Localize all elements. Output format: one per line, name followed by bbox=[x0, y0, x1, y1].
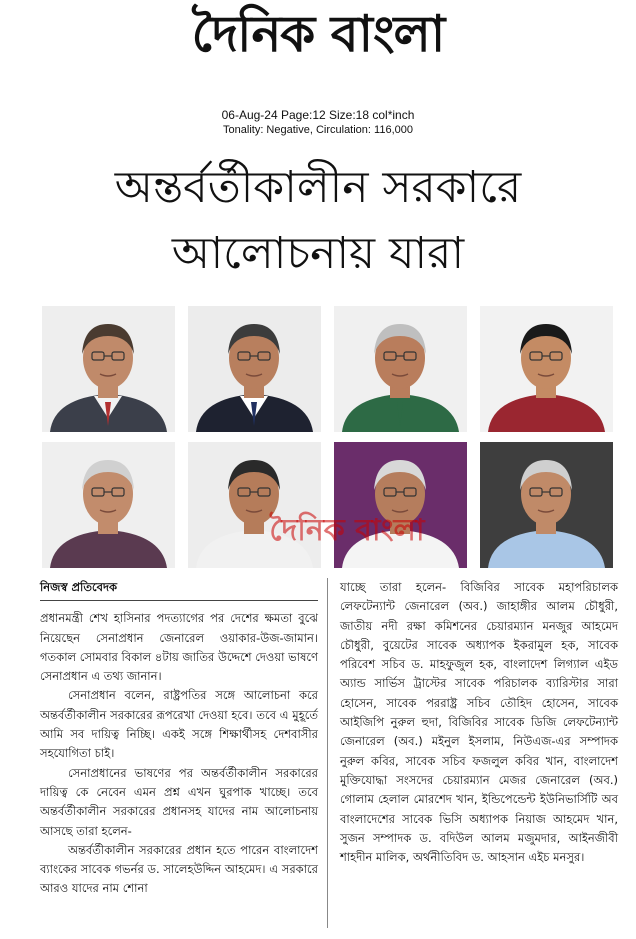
article-paragraph: যাচ্ছে তারা হলেন- বিজিবির সাবেক মহাপরিচালক লেফটেন্যান্ট জেনারেল (অব.) জাহাঙ্গীর আলম চৌধুরী, জাতীয় নদী রক্ষা কমিশনের চেয়ারম্যান মনজুর আহমেদ চৌধুরী, বুয়েটের সাবেক অধ্যাপক ইকরামুল হক, সাবেক পরিবেশ সচিব ড. মাহফুজুল হক, বাংলাদেশ লিগ্যাল এইড অ্যান্ড সার্ভিস ট্রাস্টের সাবেক পরিচালক ব্যারিস্টার সারা হোসেন, সাবেক পররাষ্ট্র সচিব তৌহিদ হোসেন, সাবেক আইজিপি নুরুল হুদা, বিজিবির সাবেক ডিজি লেফটেন্যান্ট জেনারেল (অব.) মইনুল ইসলাম, নিউএজ-এর সম্পাদক নুরুল কবির, সাবেক সচিব ফজলুল কবির খান, বাংলাদেশ মুক্তিযোদ্ধা সংসদের চেয়ারম্যান মেজর জেনারেল (অব.) গোলাম হেলাল মোরশেদ খান, ইন্ডিপেন্ডেন্ট ইউনিভার্সিটি অব বাংলাদেশের সাবেক ভিসি অধ্যাপক নিয়াজ আহমেদ খান, সুজন সম্পাদক ড. বদিউল আলম মজুমদার, আইনজীবী শাহদীন মালিক, অর্থনীতিবিদ ড. আহসান এইচ মনসুর। bbox=[340, 580, 618, 865]
article-column-right bbox=[340, 578, 618, 867]
watermark-logo: দৈনিক বাংলা bbox=[269, 513, 425, 548]
article-paragraph: অন্তর্বর্তীকালীন সরকারের প্রধান হতে পারেন বাংলাদেশ ব্যাংকের সাবেক গভর্নর ড. সালেহউদ্দিন আহমেদ। এ সরকারে আরও যাদের নাম শোনা bbox=[40, 842, 318, 896]
article-column-left bbox=[40, 578, 318, 899]
headline-line-1: অন্তর্বর্তীকালীন সরকারে bbox=[114, 162, 522, 213]
article-paragraph: প্রধানমন্ত্রী শেখ হাসিনার পদত্যাগের পর দেশের ক্ষমতা বুঝে নিয়েছেন সেনাপ্রধান জেনারেল ওয়াকার-উজ-জামান। গতকাল সোমবার বিকাল ৪টায় জাতির উদ্দেশে দেওয়া ভাষণে সেনাপ্রধান এ তথ্য জানান। bbox=[40, 611, 318, 684]
portrait-photo bbox=[42, 442, 175, 568]
byline: নিজস্ব প্রতিবেদক bbox=[40, 578, 318, 601]
column-divider bbox=[327, 578, 328, 928]
article-paragraph: সেনাপ্রধানের ভাষণের পর অন্তর্বর্তীকালীন সরকারের দায়িত্ব কে নেবেন এমন প্রশ্ন এখন ঘুরপাক খাচ্ছে। তবে অন্তর্বর্তীকালীন সরকারের প্রধানসহ যাদের নাম আলোচনায় আসছে তারা হলেন- bbox=[40, 765, 318, 838]
portrait-photo bbox=[188, 306, 321, 432]
portrait-photo bbox=[480, 306, 613, 432]
article-paragraph: সেনাপ্রধান বলেন, রাষ্ট্রপতির সঙ্গে আলোচনা করে অন্তর্বর্তীকালীন সরকারের রূপরেখা দেওয়া হবে। তবে এ মুহূর্তে আমি সব দায়িত্ব নিচ্ছি। একই সঙ্গে শিক্ষার্থীসহ দেশবাসীর সহযোগিতা চাই। bbox=[40, 688, 318, 761]
portrait-photo bbox=[480, 442, 613, 568]
clipping-tonality-line: Tonality: Negative, Circulation: 116,000 bbox=[223, 124, 413, 136]
headline-line-2: আলোচনায় যারা bbox=[171, 228, 465, 279]
portrait-photo bbox=[334, 306, 467, 432]
portrait-photo bbox=[42, 306, 175, 432]
clipping-meta-line: 06-Aug-24 Page:12 Size:18 col*inch bbox=[221, 108, 415, 122]
masthead-logo: দৈনিক বাংলা bbox=[191, 4, 445, 63]
